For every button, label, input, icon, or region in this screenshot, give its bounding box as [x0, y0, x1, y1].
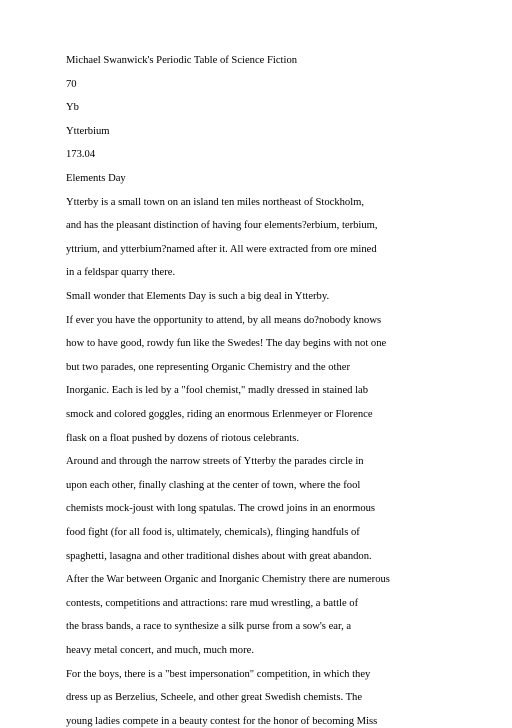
body-text-line: smock and colored goggles, riding an enormous Erlenmeyer or Florence — [66, 409, 373, 420]
body-text-line: heavy metal concert, and much, much more. — [66, 645, 254, 656]
body-text-line: If ever you have the opportunity to attend, by all means do?nobody knows — [66, 314, 382, 326]
body-text-line: Small wonder that Elements Day is such a big deal in Ytterby. — [66, 291, 330, 302]
atomic-weight: 173.04 — [66, 149, 96, 161]
body-text-line: spaghetti, lasagna and other traditional dishes about with great abandon. — [66, 550, 372, 562]
atomic-number: 70 — [66, 78, 77, 90]
body-text-line: Inorganic. Each is led by a "fool chemist," madly dressed in stained lab — [66, 385, 369, 397]
body-text-line: dress up as Berzelius, Scheele, and other great Swedish chemists. The — [66, 692, 363, 704]
body-text-line: but two parades, one representing Organic Chemistry and the other — [66, 361, 350, 373]
body-text-line: After the War between Organic and Inorganic Chemistry there are numerous — [66, 574, 390, 586]
body-text-line: yttrium, and ytterbium?named after it. All were extracted from ore mined — [66, 243, 377, 255]
body-text-line: chemists mock-joust with long spatulas. The crowd joins in an enormous — [66, 503, 376, 515]
element-name: Ytterbium — [66, 125, 110, 137]
book-title: Michael Swanwick's Periodic Table of Science Fiction — [66, 55, 298, 66]
body-text-line: Ytterby is a small town on an island ten miles northeast of Stockholm, — [66, 196, 365, 208]
body-text-line: and has the pleasant distinction of having four elements?erbium, terbium, — [66, 220, 378, 232]
story-title: Elements Day — [66, 173, 126, 184]
body-text-line: young ladies compete in a beauty contest for the honor of becoming Miss — [66, 715, 378, 727]
body-text-line: how to have good, rowdy fun like the Swedes! The day begins with not one — [66, 338, 387, 350]
body-text-line: in a feldspar quarry there. — [66, 267, 176, 279]
body-text-line: food fight (for all food is, ultimately, chemicals), flinging handfuls of — [66, 527, 360, 538]
body-text-line: Around and through the narrow streets of Ytterby the parades circle in — [66, 456, 364, 468]
body-text-line: upon each other, finally clashing at the center of town, where the fool — [66, 479, 361, 491]
element-symbol: Yb — [66, 102, 79, 114]
body-text-line: contests, competitions and attractions: rare mud wrestling, a battle of — [66, 597, 359, 609]
body-text-line: For the boys, there is a "best impersonation" competition, in which they — [66, 668, 371, 680]
body-text-line: flask on a float pushed by dozens of riotous celebrants. — [66, 432, 300, 444]
body-text-line: the brass bands, a race to synthesize a silk purse from a sow's ear, a — [66, 621, 352, 633]
